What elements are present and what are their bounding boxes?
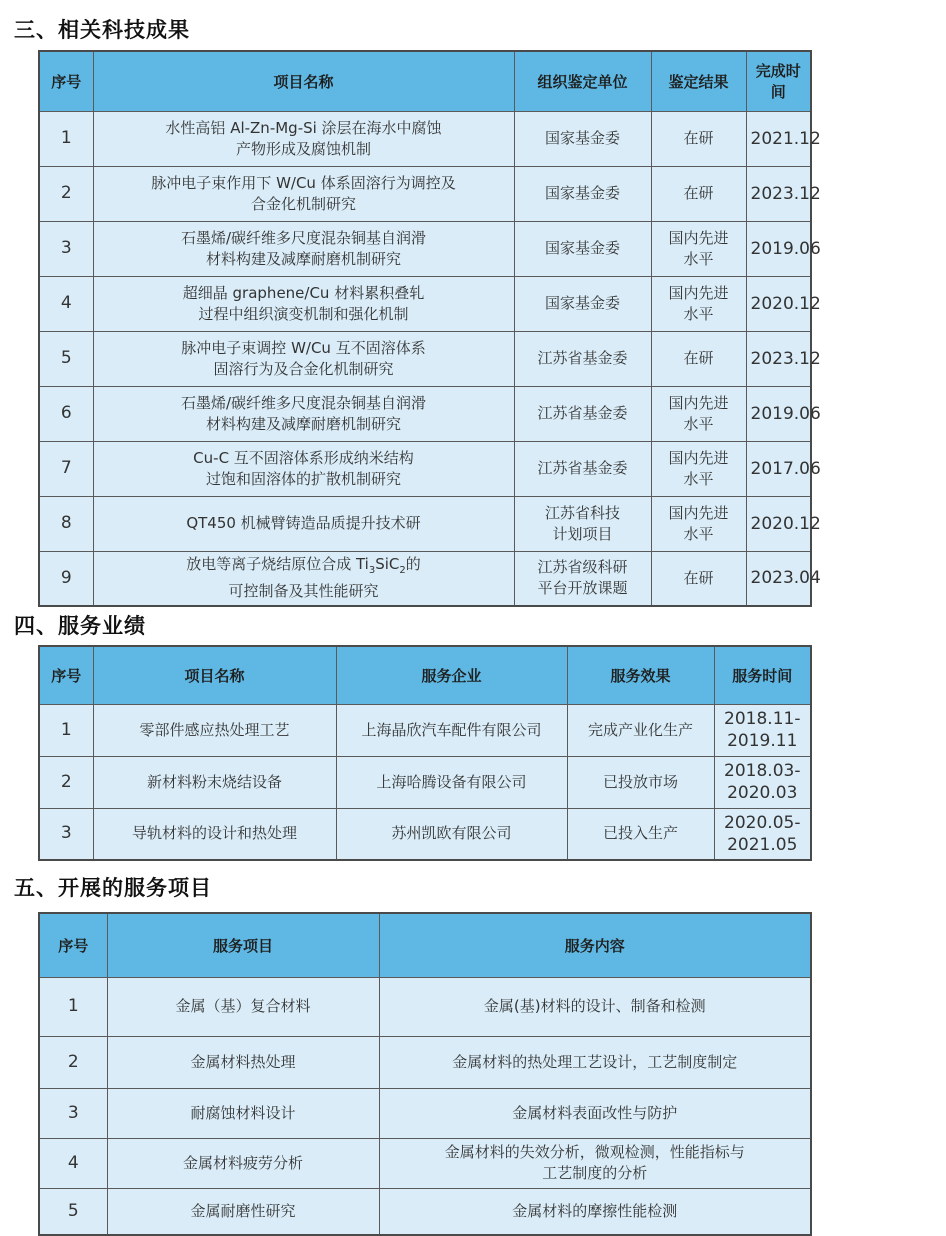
row-service-item: 金属（基）复合材料 <box>107 977 379 1036</box>
row-no: 3 <box>39 1088 107 1138</box>
table-header-row <box>39 51 811 111</box>
header-service-time: 服务时间 <box>714 646 811 704</box>
row-service-content: 金属材料表面改性与防护 <box>379 1088 811 1138</box>
row-organization: 国家基金委 <box>514 166 651 221</box>
row-time: 2017.06 <box>746 441 811 496</box>
row-organization: 江苏省基金委 <box>514 331 651 386</box>
row-project-name: 水性高铝 Al-Zn-Mg-Si 涂层在海水中腐蚀 产物形成及腐蚀机制 <box>93 111 514 166</box>
service-performance-table <box>38 645 812 861</box>
row-no: 3 <box>39 221 93 276</box>
row-service-item: 金属材料疲劳分析 <box>107 1138 379 1188</box>
table-row <box>39 276 811 331</box>
row-organization: 江苏省基金委 <box>514 386 651 441</box>
row-organization: 江苏省基金委 <box>514 441 651 496</box>
row-company: 苏州凯欧有限公司 <box>336 808 567 860</box>
header-project-name: 项目名称 <box>93 646 336 704</box>
row-service-item: 金属耐磨性研究 <box>107 1188 379 1235</box>
row-effect: 完成产业化生产 <box>567 704 714 756</box>
row-no: 6 <box>39 386 93 441</box>
row-project-name: 导轨材料的设计和热处理 <box>93 808 336 860</box>
row-organization: 江苏省级科研 平台开放课题 <box>514 551 651 606</box>
header-no: 序号 <box>39 51 93 111</box>
row-time: 2020.12 <box>746 496 811 551</box>
row-time: 2018.03- 2020.03 <box>714 756 811 808</box>
row-time: 2020.12 <box>746 276 811 331</box>
row-organization: 国家基金委 <box>514 276 651 331</box>
row-result: 在研 <box>651 551 746 606</box>
header-project-name: 项目名称 <box>93 51 514 111</box>
header-effect: 服务效果 <box>567 646 714 704</box>
table-row <box>39 1088 811 1138</box>
table-header-row <box>39 646 811 704</box>
header-result: 鉴定结果 <box>651 51 746 111</box>
row-no: 5 <box>39 1188 107 1235</box>
row-project-name: 脉冲电子束调控 W/Cu 互不固溶体系 固溶行为及合金化机制研究 <box>93 331 514 386</box>
table-row <box>39 111 811 166</box>
row-result: 国内先进 水平 <box>651 221 746 276</box>
row-result: 在研 <box>651 331 746 386</box>
table-row <box>39 1188 811 1235</box>
row-project-name: 石墨烯/碳纤维多尺度混杂铜基自润滑 材料构建及减摩耐磨机制研究 <box>93 386 514 441</box>
name-text: 放电等离子烧结原位合成 Ti <box>186 555 369 574</box>
header-service-item: 服务项目 <box>107 913 379 977</box>
row-result: 国内先进 水平 <box>651 496 746 551</box>
achievements-table <box>38 50 821 607</box>
row-no: 5 <box>39 331 93 386</box>
row-no: 1 <box>39 977 107 1036</box>
row-organization: 国家基金委 <box>514 111 651 166</box>
row-company: 上海哈腾设备有限公司 <box>336 756 567 808</box>
table-row <box>39 808 811 860</box>
table-row <box>39 221 811 276</box>
row-project-name: 超细晶 graphene/Cu 材料累积叠轧 过程中组织演变机制和强化机制 <box>93 276 514 331</box>
row-project-name <box>93 551 514 606</box>
row-effect: 已投入生产 <box>567 808 714 860</box>
table-row <box>39 1036 811 1088</box>
row-project-name: 石墨烯/碳纤维多尺度混杂铜基自润滑 材料构建及减摩耐磨机制研究 <box>93 221 514 276</box>
row-service-content: 金属材料的热处理工艺设计，工艺制度制定 <box>379 1036 811 1088</box>
header-organization: 组织鉴定单位 <box>514 51 651 111</box>
row-organization: 江苏省科技 计划项目 <box>514 496 651 551</box>
table-row <box>39 386 811 441</box>
row-result: 国内先进 水平 <box>651 441 746 496</box>
row-project-name: QT450 机械臂铸造品质提升技术研 <box>93 496 514 551</box>
table-row <box>39 977 811 1036</box>
table-row <box>39 756 811 808</box>
table-row <box>39 331 811 386</box>
table-row <box>39 166 811 221</box>
row-no: 2 <box>39 756 93 808</box>
row-time: 2021.12 <box>746 111 811 166</box>
table-row <box>39 551 811 606</box>
row-service-item: 耐腐蚀材料设计 <box>107 1088 379 1138</box>
row-time: 2023.12 <box>746 331 811 386</box>
subscript-3: 3 <box>368 565 376 577</box>
row-time: 2019.06 <box>746 386 811 441</box>
name-text: SiC <box>375 555 400 574</box>
row-no: 4 <box>39 276 93 331</box>
section-title-service-items: 五、开展的服务项目 <box>14 876 212 900</box>
header-completion-time: 完成时间 <box>746 51 811 111</box>
table-header-row <box>39 913 811 977</box>
row-no: 1 <box>39 111 93 166</box>
section-title-achievements: 三、相关科技成果 <box>14 18 190 42</box>
row-result: 在研 <box>651 111 746 166</box>
row-no: 2 <box>39 1036 107 1088</box>
row-no: 7 <box>39 441 93 496</box>
table-row <box>39 704 811 756</box>
header-service-content: 服务内容 <box>379 913 811 977</box>
row-project-name: 脉冲电子束作用下 W/Cu 体系固溶行为调控及 合金化机制研究 <box>93 166 514 221</box>
row-no: 2 <box>39 166 93 221</box>
header-no: 序号 <box>39 913 107 977</box>
table-row <box>39 441 811 496</box>
row-project-name: 新材料粉末烧结设备 <box>93 756 336 808</box>
row-service-content: 金属材料的摩擦性能检测 <box>379 1188 811 1235</box>
service-items-table <box>38 912 812 1236</box>
row-no: 8 <box>39 496 93 551</box>
row-project-name: Cu-C 互不固溶体系形成纳米结构 过饱和固溶体的扩散机制研究 <box>93 441 514 496</box>
name-text-line2: 可控制备及其性能研究 <box>228 582 379 601</box>
row-project-name: 零部件感应热处理工艺 <box>93 704 336 756</box>
header-company: 服务企业 <box>336 646 567 704</box>
row-result: 国内先进 水平 <box>651 276 746 331</box>
row-time: 2020.05- 2021.05 <box>714 808 811 860</box>
row-service-content: 金属材料的失效分析，微观检测，性能指标与 工艺制度的分析 <box>379 1138 811 1188</box>
name-text: 的 <box>405 555 421 574</box>
row-effect: 已投放市场 <box>567 756 714 808</box>
row-service-content: 金属(基)材料的设计、制备和检测 <box>379 977 811 1036</box>
row-result: 在研 <box>651 166 746 221</box>
row-no: 3 <box>39 808 93 860</box>
header-no: 序号 <box>39 646 93 704</box>
row-service-item: 金属材料热处理 <box>107 1036 379 1088</box>
row-result: 国内先进 水平 <box>651 386 746 441</box>
row-no: 4 <box>39 1138 107 1188</box>
table-row <box>39 1138 811 1188</box>
row-company: 上海晶欣汽车配件有限公司 <box>336 704 567 756</box>
table-row <box>39 496 811 551</box>
row-time: 2018.11- 2019.11 <box>714 704 811 756</box>
row-time: 2023.04 <box>746 551 811 606</box>
row-time: 2019.06 <box>746 221 811 276</box>
row-no: 1 <box>39 704 93 756</box>
subscript-2: 2 <box>399 565 406 577</box>
row-organization: 国家基金委 <box>514 221 651 276</box>
row-no: 9 <box>39 551 93 606</box>
section-title-service-performance: 四、服务业绩 <box>14 614 146 638</box>
row-time: 2023.12 <box>746 166 811 221</box>
